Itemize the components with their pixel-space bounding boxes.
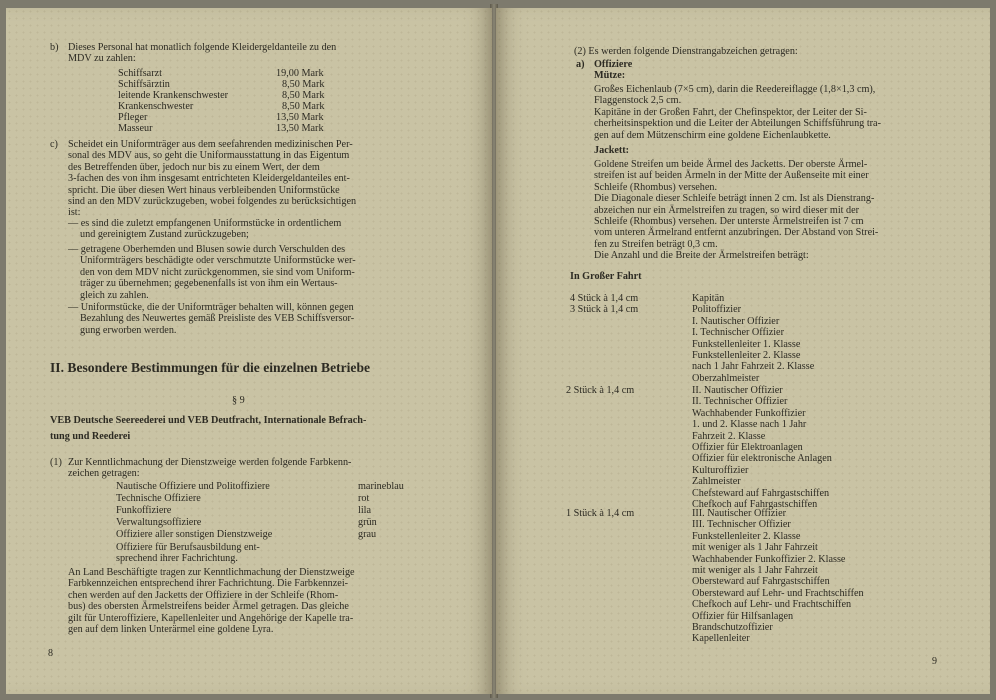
salary-role: Schiffsärztin [118, 79, 170, 90]
salary-amount: 13,50 Mark [276, 123, 324, 134]
color-value: marineblau [358, 481, 404, 492]
role-list: Kapitän Politoffizier I. Nautischer Offizier I. Technischer Offizier Funkstellenleiter 1. Klasse Funkstellenleiter 2. Klasse nach 1 Jahr Fahrzeit 2. Klasse Oberzahlmeister [692, 293, 815, 384]
item-a-label: a) [576, 59, 585, 70]
salary-amount: 8,50 Mark [282, 90, 325, 101]
salary-role: Pfleger [118, 112, 148, 123]
salary-amount: 8,50 Mark [282, 79, 325, 90]
section-heading: II. Besondere Bestimmungen für die einzelnen Betriebe [50, 360, 371, 375]
color-role: Verwaltungsoffiziere [116, 517, 202, 528]
color-value: grün [358, 517, 377, 528]
item-1-text: Zur Kenntlichmachung der Dienstzweige werden folgende Farbkenn- zeichen getragen: [68, 457, 352, 480]
salary-role: Schiffsarzt [118, 68, 162, 79]
salary-role: Krankenschwester [118, 101, 194, 112]
color-role: Nautische Offiziere und Politoffiziere [116, 481, 270, 492]
land-text: An Land Beschäftigte tragen zur Kenntlichmachung der Dienstzweige Farbkennzeichen entsprechend ihrer Fachrichtung. Die Farbkennzei- chen werden auf den Jacketts der Offiziere in der Schleife (Rhom- bus) des obersten Ärmelstreifens beider Ärmel getragen. Das gleiche gilt für Unteroffiziere, Kapellenleiter und Angehörige der Kapelle tra- gen auf dem linken Unterärmel eine goldene Lyra. [68, 567, 355, 636]
color-role: Funkoffiziere [116, 505, 172, 516]
stripe-count: 4 Stück à 1,4 cm 3 Stück à 1,4 cm [570, 293, 639, 316]
item-c-text: Scheidet ein Uniformträger aus dem seefahrenden medizinischen Per- sonal des MDV aus, so geht die Uniformausstattung in das Eigentum des Betreffenden über, jedoch nur bis zu einem Wert, der dem 3-fachen des von ihm insgesamt entrichteten Kleidergeldanteiles ent- spricht. Die über diesen Wert hinaus verbleibenden Uniformstücke sind an den MDV zurückzugeben, wobei folgendes zu berücksichtigen ist: [68, 139, 357, 219]
muetze-text: Großes Eichenlaub (7×5 cm), darin die Reedereiflagge (1,8×1,3 cm), Flaggenstock 2,5 cm. Kapitäne in der Großen Fahrt, der Chefinspektor, der Leiter der Si- cherheitsinspektion und die Leiter der Abteilungen Schiffsführung tra- gen auf dem Mützenschirm eine goldene Eichenlaubkette. [594, 84, 881, 141]
right-page [496, 8, 990, 694]
item-1-label: (1) [50, 457, 62, 468]
item-2-text: (2) Es werden folgende Dienstrangabzeichen getragen: [574, 46, 798, 57]
grosse-fahrt-heading: In Großer Fahrt [570, 271, 642, 282]
veb-heading: VEB Deutsche Seereederei und VEB Deutfracht, Internationale Befrach- tung und Reederei [50, 415, 367, 442]
dash-item: — getragene Oberhemden und Blusen sowie durch Verschulden des Uniformträgers beschädigte oder verschmutzte Uniformstücke wer- den von dem MDV nicht zurückgenommen, sie sind vom Uniform- träger zu übernehmen; gegebenenfalls ist von ihm ein Wertaus- gleich zu zahlen. [68, 244, 356, 301]
color-extra: Offiziere für Berufsausbildung ent- sprechend ihrer Fachrichtung. [116, 542, 260, 565]
stripe-count: 1 Stück à 1,4 cm [566, 508, 635, 519]
color-value: lila [358, 505, 372, 516]
item-b-text: Dieses Personal hat monatlich folgende Kleidergeldanteile zu den MDV zu zahlen: [68, 42, 337, 65]
page-number: 9 [932, 656, 937, 667]
color-role: Technische Offiziere [116, 493, 201, 504]
salary-role: leitende Krankenschwester [118, 90, 229, 101]
left-page [6, 8, 492, 694]
officers-title: Offiziere [594, 59, 633, 70]
salary-amount: 19,00 Mark [276, 68, 324, 79]
item-b-label: b) [50, 42, 59, 53]
jackett-heading: Jackett: [594, 145, 630, 156]
page-number: 8 [48, 648, 53, 659]
item-c-label: c) [50, 139, 58, 150]
role-list: II. Nautischer Offizier II. Technischer Offizier Wachhabender Funkoffizier 1. und 2. Klasse nach 1 Jahr Fahrzeit 2. Klasse Offizier für Elektroanlagen Offizier für elektronische Anlagen Kulturoffizier Zahlmeister Chefsteward auf Fahrgastschiffen Chefkoch auf Fahrgastschiffen [692, 385, 832, 511]
salary-amount: 8,50 Mark [282, 101, 325, 112]
role-list: III. Nautischer Offizier III. Technischer Offizier Funkstellenleiter 2. Klasse mit weniger als 1 Jahr Fahrzeit Wachhabender Funkoffizier 2. Klasse mit weniger als 1 Jahr Fahrzeit Obersteward auf Fahrgastschiffen Obersteward auf Lehr- und Frachtschiffen Chefkoch auf Lehr- und Frachtschiffen Offizier für Hilfsanlagen Brandschutzoffizier Kapellenleiter [692, 508, 864, 645]
color-value: rot [358, 493, 370, 504]
salary-amount: 13,50 Mark [276, 112, 324, 123]
color-value: grau [358, 529, 377, 540]
stripe-count: 2 Stück à 1,4 cm [566, 385, 635, 396]
jackett-text: Goldene Streifen um beide Ärmel des Jacketts. Der oberste Ärmel- streifen ist auf beiden Ärmeln in der Mitte der Außenseite mit einer Schleife (Rhombus) versehen. Die Diagonale dieser Schleife beträgt innen 2 cm. Ist als Dienstrang- abzeichen nur ein Ärmelstreifen zu tragen, so wird dieser mit der Schleife (Rhombus) versehen. Der unterste Ärmelstreifen ist 7 cm vom unteren Ärmelrand entfernt anzubringen. Der Abstand von Strei- fen zu Streifen beträgt 0,3 cm. Die Anzahl und die Breite der Ärmelstreifen beträgt: [594, 159, 879, 262]
dash-item: — es sind die zuletzt empfangenen Uniformstücke in ordentlichem und gereinigtem Zustand zurückzugeben; [68, 218, 342, 241]
color-role: Offiziere aller sonstigen Dienstzweige [116, 529, 273, 540]
salary-role: Masseur [118, 123, 153, 134]
muetze-heading: Mütze: [594, 70, 626, 81]
paragraph-number: § 9 [232, 395, 245, 406]
dash-item: — Uniformstücke, die der Uniformträger behalten will, können gegen Bezahlung des Neuwertes gemäß Preisliste des VEB Schiffsversor- gung erworben werden. [68, 302, 355, 336]
